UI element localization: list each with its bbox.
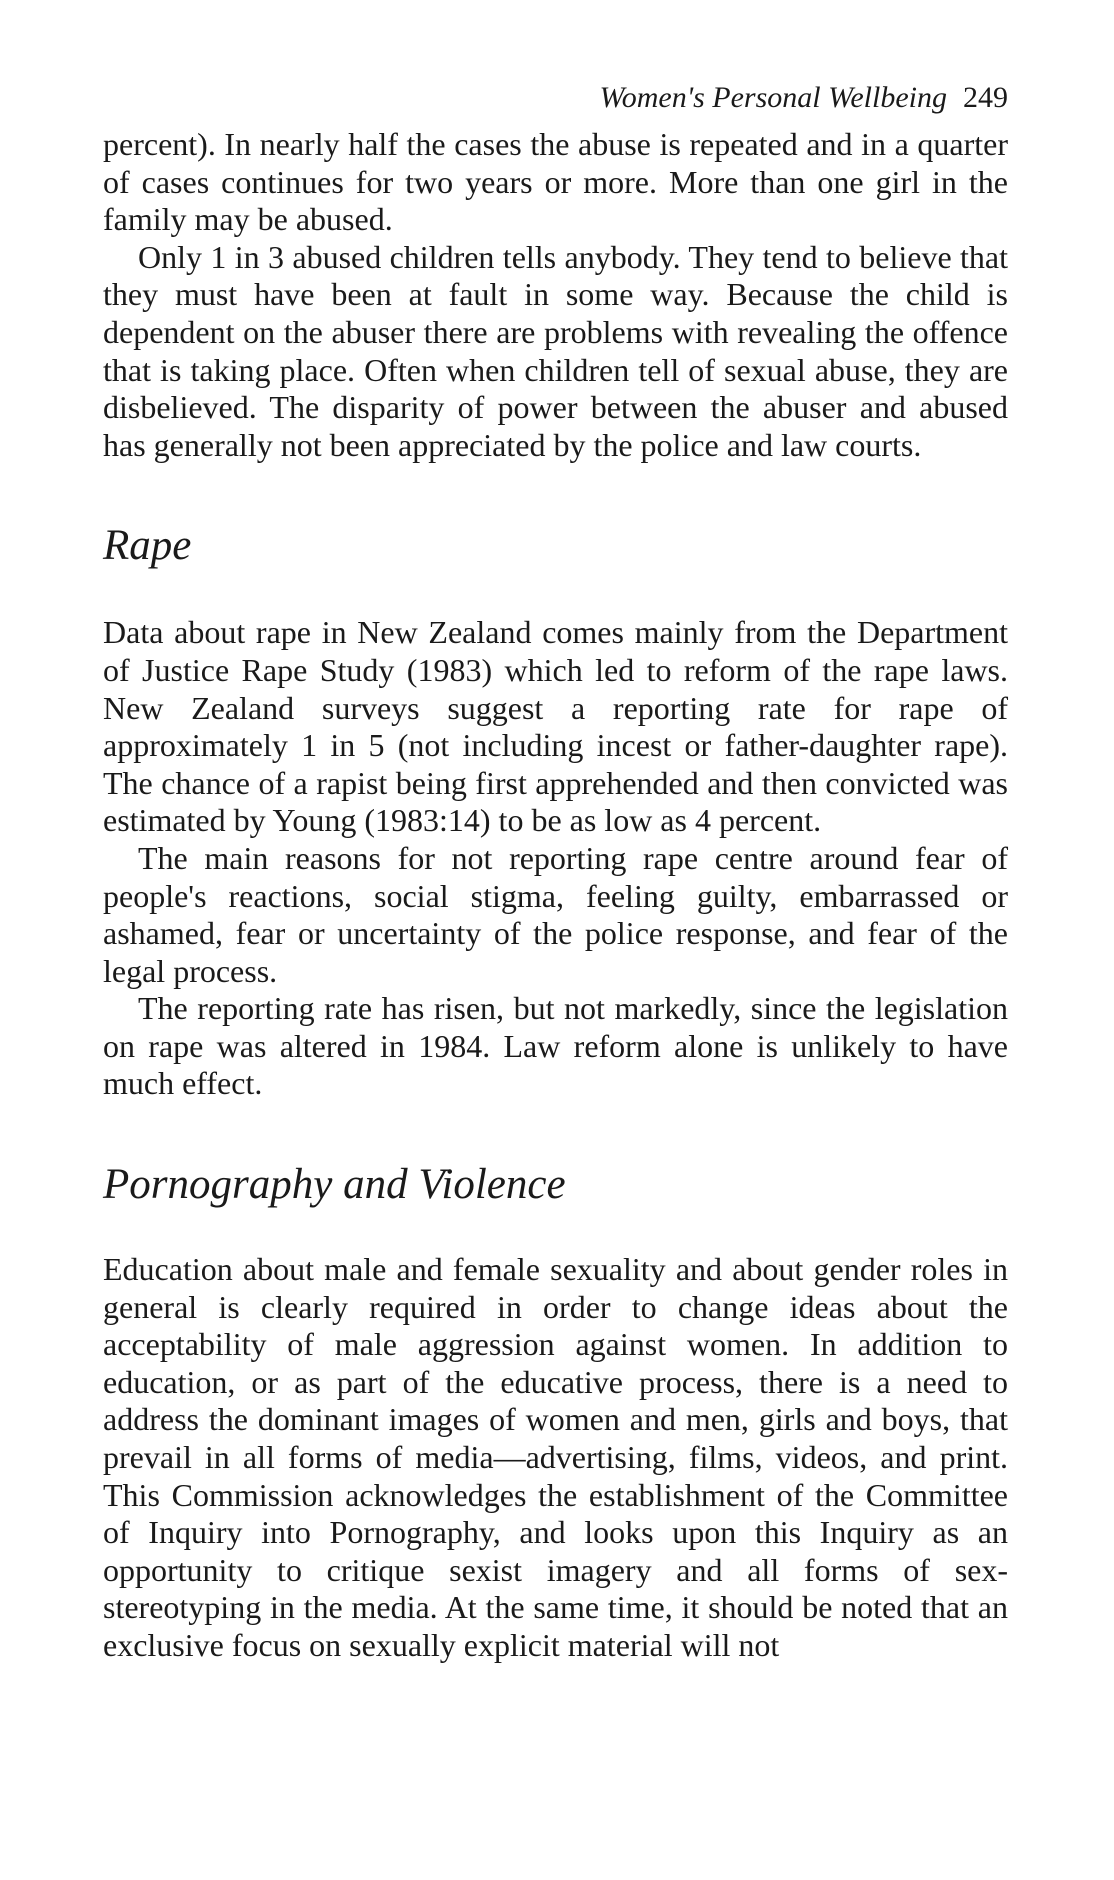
rape-paragraph: The reporting rate has risen, but not markedly, since the legislation on rape was altered in 1984. Law reform alone is unlikely to have much effect. — [103, 990, 1008, 1102]
running-header — [103, 72, 1008, 124]
rape-paragraph: Data about rape in New Zealand comes mainly from the Department of Justice Rape Study (1983) which led to reform of the rape laws. New Zealand surveys suggest a reporting rate for rape of approximately 1 in 5 (not including incest or father-daughter rape). The chance of a rapist being first apprehended and then convicted was estimated by Young (1983:14) to be as low as 4 percent. — [103, 614, 1008, 839]
section-heading-rape: Rape — [103, 522, 192, 570]
rape-paragraph: The main reasons for not reporting rape centre around fear of people's reactions, social stigma, feeling guilty, embarrassed or ashamed, fear or uncertainty of the police response, and fear of the legal process. — [103, 839, 1008, 989]
intro-paragraph: Only 1 in 3 abused children tells anybody. They tend to believe that they must have been at fault in some way. Because the child is dependent on the abuser there are problems with revealing the offence that is taking place. Often when children tell of sexual abuse, they are disbelieved. The disparity of power between the abuser and abused has generally not been appreciated by the police and law courts. — [103, 238, 1008, 463]
pornography-paragraph: Education about male and female sexuality and about gender roles in general is clearly required in order to change ideas about the acceptability of male aggression against women. In addition to education, or as part of the educative process, there is a need to address the dominant images of women and men, girls and boys, that prevail in all forms of media—advertising, films, videos, and print. This Commission acknowledges the establishment of the Committee of Inquiry into Pornography, and looks upon this Inquiry as an opportunity to critique sexist imagery and all forms of sex-stereotyping in the media. At the same time, it should be noted that an exclusive focus on sexually explicit material will not — [103, 1251, 1008, 1663]
running-title: Women's Personal Wellbeing — [599, 81, 947, 114]
page-number: 249 — [963, 81, 1008, 114]
book-page — [103, 72, 1008, 1665]
section-heading-pornography: Pornography and Violence — [103, 1161, 566, 1209]
intro-paragraph-continued: percent). In nearly half the cases the abuse is repeated and in a quarter of cases continues for two years or more. More than one girl in the family may be abused. — [103, 126, 1008, 238]
